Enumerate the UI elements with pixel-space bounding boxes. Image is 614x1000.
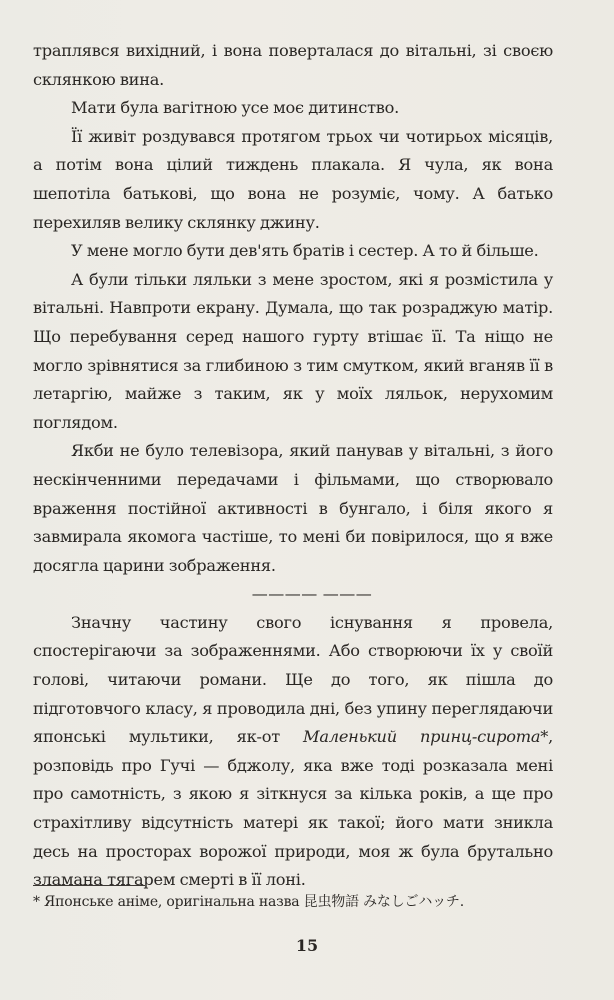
paragraph-7-before-title: Значну частину свого існування я провела, спостерігаючи за зображеннями. Або створюючи їх у своїй голові, читаючи романи. Ще до того, як пішла до підготовчого класу, я проводила дні, без упину переглядаючи японські мультики, як-от (33, 612, 553, 747)
footnote-divider (33, 885, 145, 886)
page-number: 15 (295, 936, 319, 955)
paragraph-7-after-title: *, розповідь про Гучі — бджолу, яка вже тоді розказала мені про самотність, з якою я зіткнуся за кілька років, а ще про страхітливу відсутність матері як такої; його мати зникла десь на просторах ворожої природи, моя ж була брутально зламана тягарем смерті в її лоні. (33, 727, 553, 890)
paragraph-3: Її живіт роздувався протягом трьох чи чотирьох місяців, а потім вона цілий тиждень плакала. Я чула, як вона шепотіла батькові, що вона не розуміє, чому. А батько перехиляв велику склянку джину. (33, 126, 553, 232)
main-text (33, 37, 553, 895)
section-separator: ———— ——— (251, 584, 373, 604)
paragraph-6: Якби не було телевізора, який панував у вітальні, з його нескінченними передачами і фільмами, що створювало враження постійної активності в бунгало, і біля якого я завмирала якомога частіше, то мені би повірилося, що я вже досягла царини зображення. (33, 441, 553, 575)
paragraph-5: А були тільки ляльки з мене зростом, які я розмістила у вітальні. Навпроти екрану. Думала, що так розраджую матір. Що перебування серед нашого гурту втішає її. Та ніщо не могло зрівнятися за глибиною з тим смутком, який вганяв її в летаргію, майже з таким, як у моїх ляльок, нерухомим поглядом. (33, 269, 553, 432)
paragraph-4: У мене могло бути дев'ять братів і сестер. А то й більше. (71, 241, 539, 261)
paragraph-2: Мати була вагітною усе моє дитинство. (71, 98, 400, 118)
paragraph-7 (33, 609, 553, 895)
italic-title: Маленький принц-сирота (303, 727, 541, 747)
footnote: * Японське аніме, оригінальна назва 昆虫物語 みなしごハッチ. (33, 894, 464, 910)
paragraph-1: траплявся вихідний, і вона поверталася до вітальні, зі своєю склянкою вина. (33, 41, 553, 89)
